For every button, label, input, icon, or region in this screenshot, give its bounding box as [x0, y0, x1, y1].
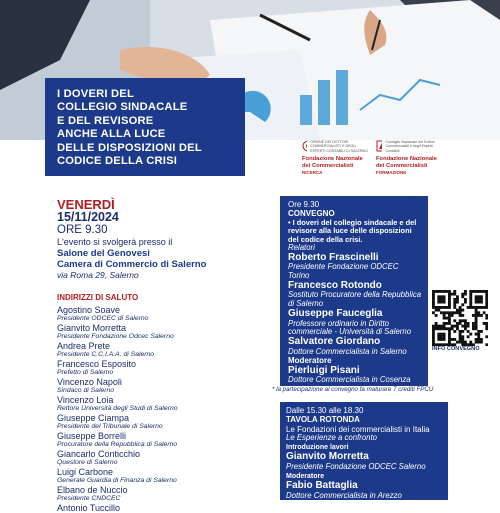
speaker-name: Gianvito Morretta	[57, 323, 127, 333]
logo-tag: FORMAZIONE	[376, 170, 407, 176]
speaker-role: Presidente del Tribunale di Salerno	[57, 423, 163, 430]
moderatore-name: Pierluigi Pisani	[288, 364, 360, 376]
tavola-mod-name: Fabio Battaglia	[286, 480, 358, 492]
moderatore-role: Dottore Commercialista in Cosenza	[288, 375, 411, 385]
speaker-role: Procuratore della Repubblica di Salerno	[57, 441, 178, 448]
list-item	[57, 359, 272, 377]
venue-name: Salone del Genovesi	[57, 248, 150, 259]
speaker-role: Rettore Università degli Studi di Salerno	[57, 405, 178, 412]
event-details	[57, 198, 272, 513]
list-item	[57, 377, 272, 395]
speaker-name: Agostino Soave	[57, 305, 121, 315]
speaker-name: Giuseppe Ciampa	[57, 413, 130, 423]
venue-building: Camera di Commercio di Salerno	[57, 259, 207, 270]
list-item	[57, 467, 272, 485]
speaker-role: Sindaco di Salerno	[57, 387, 115, 394]
tavola-line2: Le Esperienze a confronto	[286, 433, 378, 443]
list-item	[288, 309, 422, 337]
list-item	[57, 449, 272, 467]
tavola-panel	[280, 402, 448, 500]
event-date: 15/11/2024	[57, 210, 119, 224]
title-line: DELLE DISPOSIZIONI DEL	[57, 141, 202, 154]
convegno-topic: • I doveri del collegio sindacale e del revisore alla luce delle disposizioni del codice della crisi.	[288, 217, 417, 244]
speaker-name: Andrea Prete	[57, 341, 111, 351]
speaker-role: Presidente Fondazione ODCEC Torino	[288, 262, 399, 281]
speaker-role: Questore di Salerno	[57, 459, 118, 466]
list-item	[57, 395, 272, 413]
speaker-name: Antonio Tuccillo	[57, 503, 121, 513]
tavola-heading: TAVOLA ROTONDA	[286, 415, 360, 425]
speaker-role: Generale Guardia di Finanza di Salerno	[57, 477, 177, 484]
convegno-panel	[280, 196, 428, 386]
tavola-time: Dalle 15.30 alle 18.30	[286, 406, 364, 415]
logo-cndcec-formazione	[376, 140, 446, 176]
credits-note: * la partecipazione al convegno fa maturare 7 crediti FPCU	[272, 386, 434, 393]
list-item	[288, 281, 422, 309]
event-title-box	[45, 78, 245, 176]
tavola-line1: Le Fondazioni dei commercialisti in Italia	[286, 424, 430, 434]
moderatore-label: Moderatore	[288, 356, 332, 366]
list-item	[57, 503, 272, 513]
list-item	[57, 485, 272, 503]
speaker-name: Giuseppe Fauceglia	[288, 308, 383, 320]
speaker-name: Roberto Frascinelli	[288, 251, 379, 263]
speaker-name: Vincenzo Loia	[57, 395, 114, 405]
speaker-name: Francesco Rotondo	[288, 279, 382, 291]
relatori-label: Relatori	[288, 243, 315, 253]
title-line: CODICE DELLA CRISI	[57, 155, 178, 168]
seal-icon	[302, 140, 307, 152]
title-line: COLLEGIO SINDACALE	[57, 101, 188, 114]
speaker-name: Francesco Esposito	[57, 359, 137, 369]
speaker-name: Giuseppe Borrelli	[57, 431, 127, 441]
speaker-role: Presidente CNDCEC	[57, 495, 121, 502]
logo-odcec-ricerca	[302, 140, 372, 176]
venue-intro: L'evento si svolgerà presso il	[57, 237, 173, 247]
title-line: E DEL REVISORE	[57, 114, 154, 127]
qr-caption: INFO CONVEGNO	[432, 346, 480, 352]
speaker-role: Presidente C.C.I.A.A. di Salerno	[57, 351, 155, 358]
qr-code[interactable]	[432, 290, 488, 346]
logo-name: Fondazione Nazionale dei Commercialisti	[376, 156, 437, 169]
saluti-heading: INDIRIZZI DI SALUTO	[57, 293, 139, 302]
event-day: VENERDÌ	[57, 197, 115, 212]
speaker-name: Vincenzo Napoli	[57, 377, 122, 387]
title-line: I DOVERI DEL	[57, 88, 134, 100]
title-line: ANCHE ALLA LUCE	[57, 128, 166, 141]
qr-code-icon[interactable]	[432, 290, 488, 346]
speaker-name: Salvatore Giordano	[288, 336, 381, 348]
intro-label: Introduzione lavori	[286, 444, 349, 452]
list-item	[57, 431, 272, 449]
speaker-role: Presidente Fondazione Odcec Salerno	[57, 333, 174, 340]
intro-name: Gianvito Morretta	[286, 451, 369, 463]
logo-org-text: ORDINE DEI DOTTORI COMMERCIALISTI E DEGLI ESPERTI CONTABILI DI SALERNO	[310, 140, 368, 153]
list-item	[288, 253, 422, 281]
speaker-role: Dottore Commercialista in Salerno	[288, 346, 407, 356]
intro-role: Presidente Fondazione ODCEC Salerno	[286, 461, 426, 471]
list-item	[57, 323, 272, 341]
speaker-role: Presidente ODCEC di Salerno	[57, 315, 149, 322]
convegno-heading: CONVEGNO	[288, 209, 335, 219]
speaker-role: Prefetto di Salerno	[57, 369, 114, 376]
speaker-name: Giancarlo Conticchio	[57, 449, 141, 459]
logo-tag: RICERCA	[302, 170, 323, 176]
list-item	[57, 413, 272, 431]
convegno-time: Ore 9.30	[288, 200, 320, 209]
speaker-name: Elbano de Nuccio	[57, 485, 128, 495]
speaker-role: Sostituto Procuratore della Repubblica di Salerno	[288, 290, 422, 309]
list-item	[57, 341, 272, 359]
emblem-icon	[376, 140, 382, 152]
saluti-list	[57, 305, 272, 513]
event-time: ORE 9.30	[57, 224, 108, 236]
tavola-mod-label: Moderatore	[286, 472, 325, 480]
tavola-mod-role: Dottore Commercialista in Arezzo	[286, 490, 402, 500]
logo-name: Fondazione Nazionale dei Commercialisti	[302, 156, 363, 169]
list-item	[57, 305, 272, 323]
venue-address: via Roma 29, Salerno	[57, 270, 139, 280]
speaker-role: Professore ordinario in Diritto commerciale - Università di Salerno	[288, 318, 412, 337]
logo-org-text: Consiglio Nazionale dei Dottori Commercialisti e degli Esperti Contabili	[385, 140, 435, 153]
list-item	[288, 337, 422, 356]
speaker-name: Luigi Carbone	[57, 467, 114, 477]
